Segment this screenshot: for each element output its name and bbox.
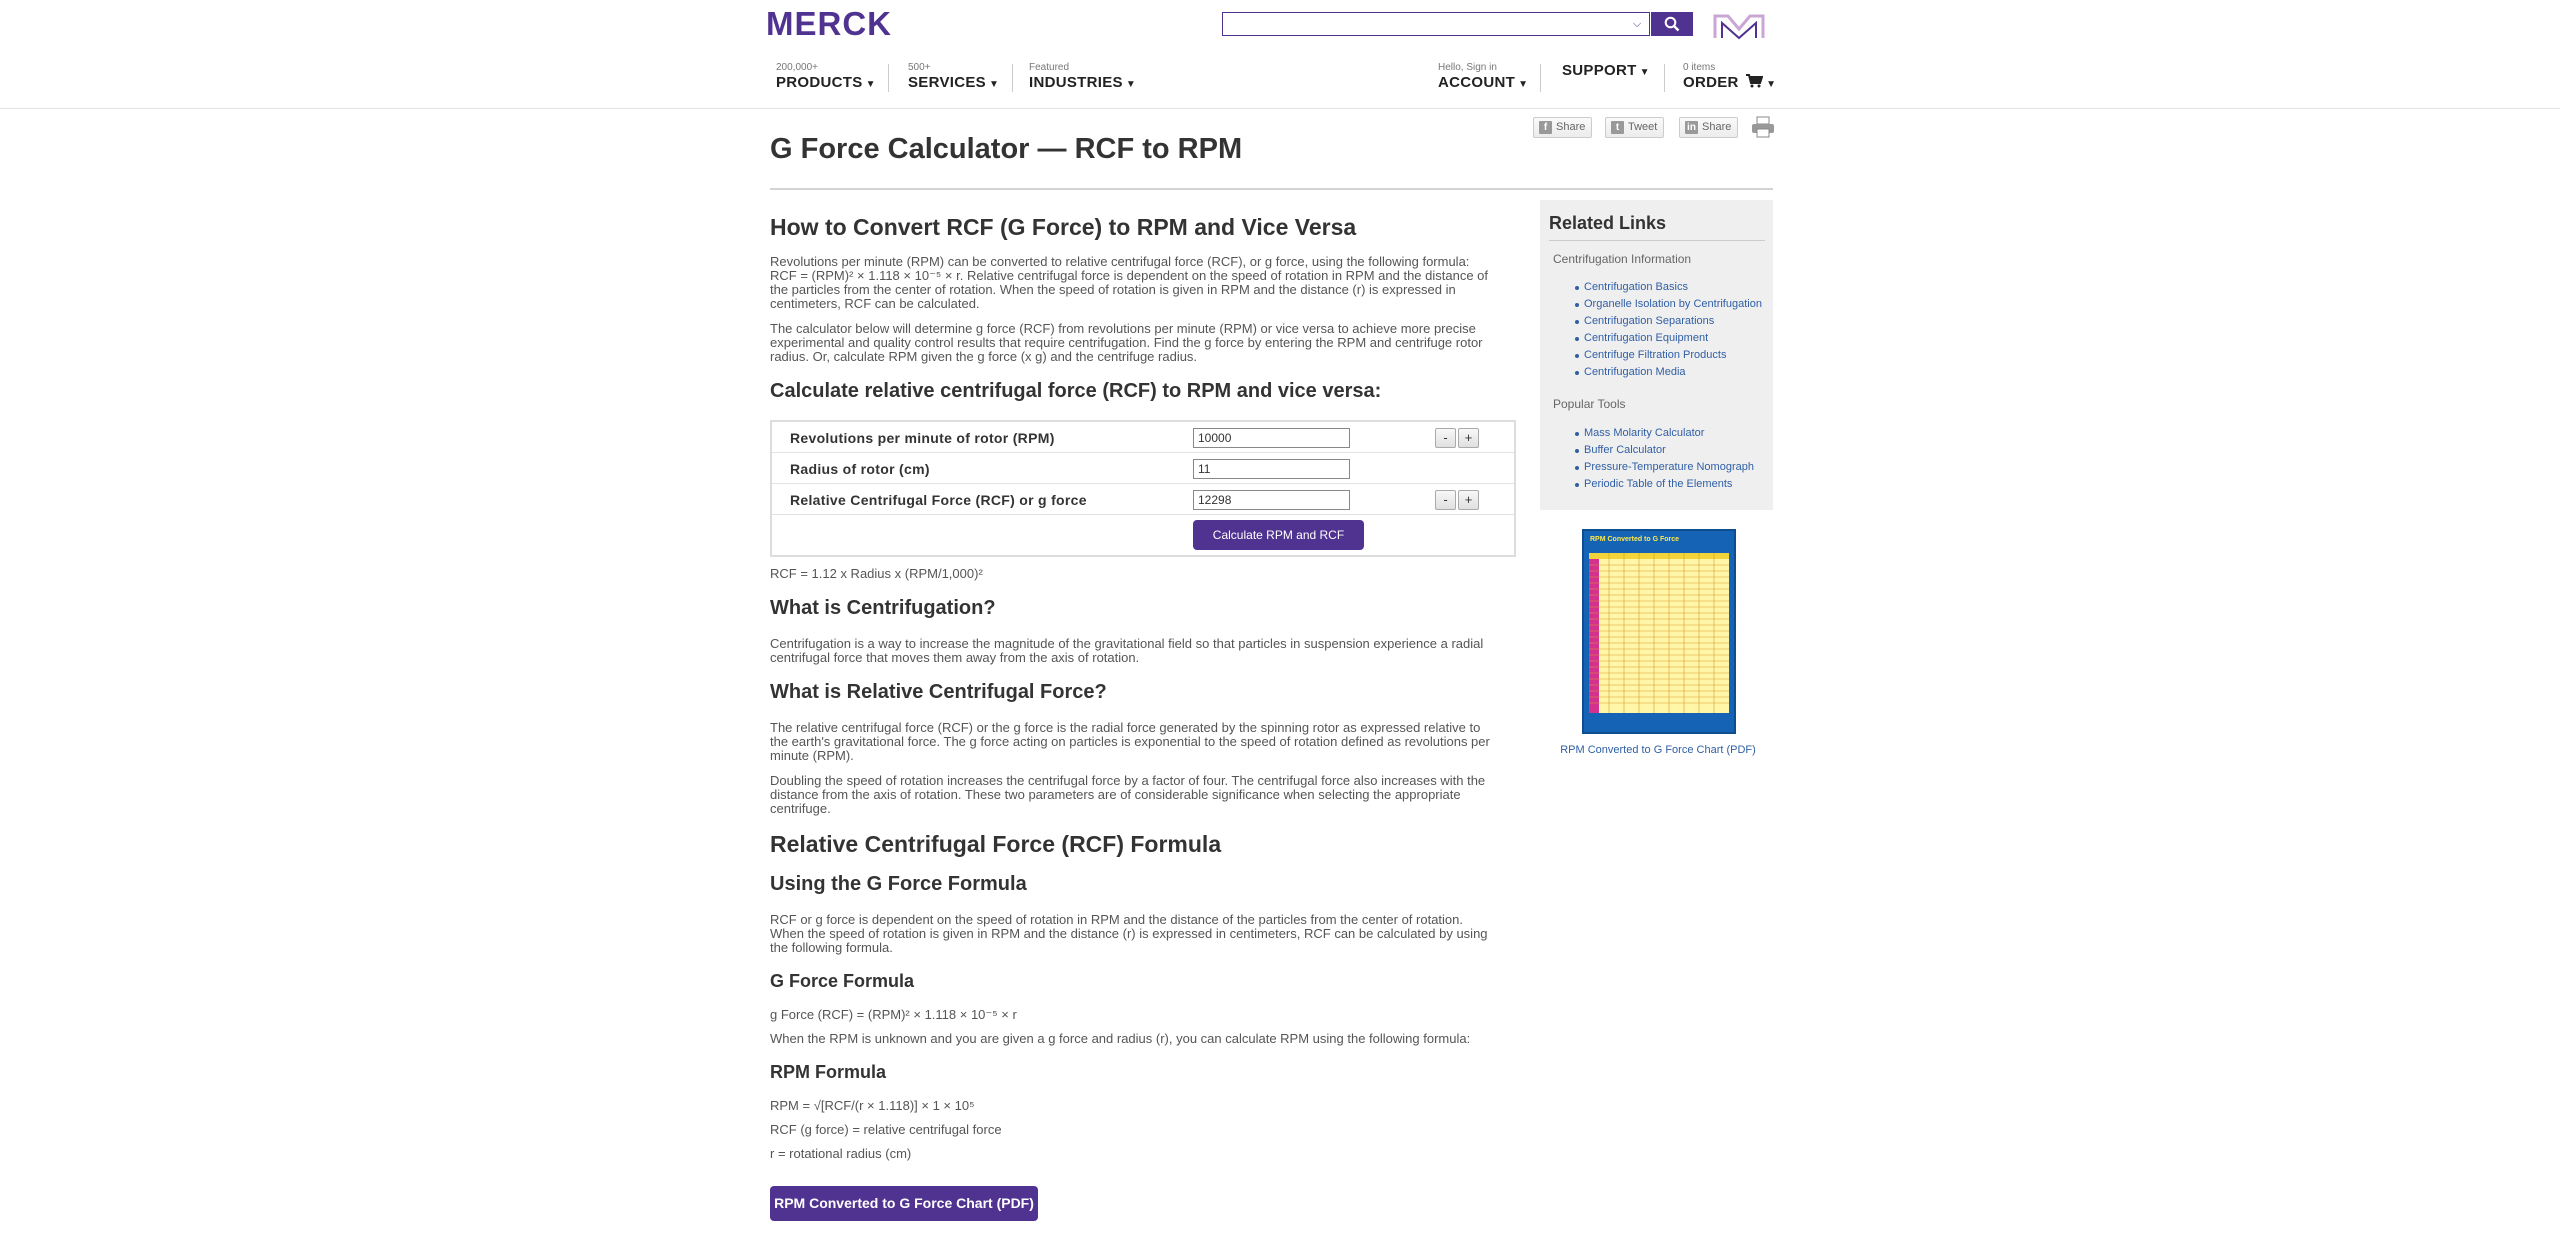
heading-rcf: What is Relative Centrifugal Force? (770, 681, 1107, 703)
sidebar-link[interactable]: Periodic Table of the Elements (1584, 478, 1733, 490)
sidebar-link[interactable]: Centrifugation Equipment (1584, 332, 1709, 344)
merck-logo[interactable] (766, 8, 926, 38)
chevron-down-icon: ▼ (989, 79, 1000, 90)
text-line: minute (RPM). (770, 748, 854, 763)
text-line: When the speed of rotation is given in RPM and the distance (r) is expressed in centimeters, RCF can be calculated by using (770, 926, 1488, 941)
title-divider (770, 188, 1773, 190)
text-line: the particles from the center of rotation. When the speed of rotation is given in RPM and the distance (r) is expressed in (770, 282, 1456, 297)
heading-formula: Relative Centrifugal Force (RCF) Formula (770, 831, 1222, 857)
sidebar-group-centrifugation: Centrifugation Information (1553, 252, 1692, 266)
gforce-formula: g Force (RCF) = (RPM)² × 1.118 × 10⁻⁵ × r (770, 1007, 1017, 1022)
nav-order-label: ORDER ▼ (1683, 74, 1777, 91)
rcf-label: Relative Centrifugal Force (RCF) or g force (790, 492, 1087, 508)
intro-paragraph-1 (770, 255, 1516, 311)
rcf-decrement-button[interactable]: - (1435, 490, 1456, 510)
heading-convert: How to Convert RCF (G Force) to RPM and Vice Versa (770, 214, 1357, 240)
rpm-chart-thumbnail[interactable] (1582, 529, 1736, 734)
text-line: Doubling the speed of rotation increases the centrifugal force by a factor of four. The centrifugal force also increases with the (770, 773, 1486, 788)
calc-row-rcf (772, 484, 1514, 515)
linkedin-share-button[interactable] (1679, 117, 1738, 138)
chart-thumbnail-caption[interactable]: RPM Converted to G Force Chart (PDF) (1560, 744, 1756, 756)
linkedin-icon: in (1685, 121, 1698, 134)
heading-centrifugation: What is Centrifugation? (770, 597, 996, 619)
site-header (0, 0, 2560, 109)
heading-gforce-formula: G Force Formula (770, 971, 915, 991)
search-icon (1664, 16, 1680, 32)
calc-row-radius (772, 453, 1514, 484)
rpm-unknown-text: When the RPM is unknown and you are given a g force and radius (r), you can calculate RPM using the following formula: (770, 1031, 1471, 1046)
rcf-paragraph-2 (770, 774, 1516, 816)
nav-products-count: 200,000+ (776, 62, 818, 73)
facebook-icon: f (1539, 121, 1552, 134)
nav-services-count: 500+ (908, 62, 931, 73)
nav-products[interactable] (776, 62, 876, 94)
sidebar-divider (1549, 240, 1765, 241)
nav-account-label: ACCOUNT ▼ (1438, 74, 1529, 91)
twitter-share-label: Tweet (1628, 121, 1658, 133)
sidebar-link[interactable]: Pressure-Temperature Nomograph (1584, 461, 1754, 473)
pdf-chart-button[interactable]: RPM Converted to G Force Chart (PDF) (770, 1186, 1038, 1221)
nav-divider (1664, 64, 1665, 92)
rcf-calculator (770, 420, 1516, 557)
rcf-paragraph-1 (770, 721, 1516, 763)
text-line: experimental and quality control results that require centrifugation. Find the g force by entering the RPM and centrifuge rotor (770, 335, 1483, 350)
nav-order-count: 0 items (1683, 62, 1716, 73)
heading-calculate: Calculate relative centrifugal force (RCF) to RPM and vice versa: (770, 380, 1382, 402)
heading-rpm-formula: RPM Formula (770, 1062, 887, 1082)
related-links-sidebar (1540, 200, 1773, 510)
nav-industries[interactable] (1029, 62, 1136, 94)
twitter-share-button[interactable] (1605, 117, 1664, 138)
text-line: centimeters, RCF can be calculated. (770, 296, 980, 311)
nav-account[interactable] (1438, 62, 1528, 94)
nav-industries-featured: Featured (1029, 62, 1070, 73)
heading-using-formula: Using the G Force Formula (770, 873, 1027, 895)
text-line: radius. Or, calculate RPM given the g force (x g) and the centrifuge radius. (770, 349, 1198, 364)
sidebar-link[interactable]: Centrifugation Separations (1584, 315, 1715, 327)
intro-paragraph-2 (770, 322, 1516, 364)
search-scope-chevron-icon[interactable]: ⌵ (1632, 18, 1642, 30)
text-line: Centrifugation is a way to increase the magnitude of the gravitational field so that particles in suspension experience a radial (770, 636, 1484, 651)
text-line: The calculator below will determine g force (RCF) from revolutions per minute (RPM) or vice versa to achieve more precise (770, 321, 1476, 336)
text-line: centrifugal force that moves them away from the axis of rotation. (770, 650, 1140, 665)
centrifugation-paragraph (770, 637, 1516, 665)
text-line: Revolutions per minute (RPM) can be converted to relative centrifugal force (RCF), or g force, using the following formula: (770, 254, 1470, 269)
sidebar-link[interactable]: Mass Molarity Calculator (1584, 427, 1705, 439)
sidebar-link[interactable]: Centrifuge Filtration Products (1584, 349, 1727, 361)
calc-formula: RCF = 1.12 x Radius x (RPM/1,000)² (770, 566, 983, 581)
cart-icon (1746, 74, 1763, 88)
rpm-formula: RPM = √[RCF/(r × 1.118)] × 1 × 10⁵ (770, 1098, 975, 1113)
chevron-down-icon: ▼ (1639, 67, 1650, 78)
sidebar-group-tools: Popular Tools (1553, 397, 1626, 411)
chevron-down-icon: ▼ (865, 79, 876, 90)
sidebar-link[interactable]: Buffer Calculator (1584, 444, 1666, 456)
page-title: G Force Calculator — RCF to RPM (770, 133, 1243, 165)
rcf-increment-button[interactable]: + (1458, 490, 1479, 510)
chart-grid-image (1584, 551, 1734, 721)
facebook-share-button[interactable] (1533, 117, 1592, 138)
sidebar-title: Related Links (1549, 213, 1667, 233)
nav-divider (1012, 64, 1013, 92)
text-line: RCF = (RPM)² × 1.118 × 10⁻⁵ × r. Relative centrifugal force is dependent on the speed of rotation in RPM and the distance of (770, 268, 1489, 283)
text-line: distance from the axis of rotation. These two parameters are of considerable significance when selecting the appropriate (770, 787, 1461, 802)
svg-text:MERCK: MERCK (766, 8, 892, 38)
rcf-input[interactable] (1193, 490, 1350, 510)
text-line: RCF or g force is dependent on the speed of rotation in RPM and the distance of the particles from the center of rotation. (770, 912, 1463, 927)
merck-m-icon[interactable] (1712, 11, 1766, 41)
text-line: the following formula. (770, 940, 893, 955)
text-line: The relative centrifugal force (RCF) or the g force is the radial force generated by the spinning rotor as expressed relative to (770, 720, 1481, 735)
nav-support[interactable] (1562, 62, 1650, 82)
chevron-down-icon: ▼ (1518, 79, 1529, 90)
rpm-input[interactable] (1193, 428, 1350, 448)
nav-support-label: SUPPORT ▼ (1562, 62, 1650, 79)
nav-services[interactable] (908, 62, 999, 94)
facebook-share-label: Share (1556, 121, 1586, 133)
print-icon[interactable] (1751, 116, 1775, 138)
rpm-increment-button[interactable]: + (1458, 428, 1479, 448)
thumbnail-title: RPM Converted to G Force (1590, 536, 1680, 543)
twitter-icon: t (1611, 121, 1624, 134)
nav-services-label: SERVICES ▼ (908, 74, 1000, 91)
chevron-down-icon: ▼ (1766, 79, 1777, 90)
sidebar-link[interactable]: Centrifugation Media (1584, 366, 1686, 378)
search-input[interactable] (1223, 13, 1623, 35)
definition-rcf: RCF (g force) = relative centrifugal force (770, 1122, 1002, 1137)
sidebar-link[interactable]: Centrifugation Basics (1584, 281, 1688, 293)
calculate-button[interactable]: Calculate RPM and RCF (1193, 520, 1364, 550)
nav-industries-label: INDUSTRIES ▼ (1029, 74, 1137, 91)
search-button[interactable] (1651, 12, 1693, 36)
radius-input[interactable] (1193, 459, 1350, 479)
nav-divider (1540, 64, 1541, 92)
using-formula-paragraph (770, 913, 1516, 955)
nav-divider (888, 64, 889, 92)
linkedin-share-label: Share (1702, 121, 1732, 133)
nav-order[interactable] (1683, 62, 1776, 94)
chevron-down-icon: ▼ (1125, 79, 1137, 90)
search-box (1222, 12, 1650, 36)
text-line: the earth's gravitational force. The g force acting on particles is exponential to the speed of rotation defined as revolutions per (770, 734, 1490, 749)
definition-r: r = rotational radius (cm) (770, 1146, 912, 1161)
nav-products-label: PRODUCTS ▼ (776, 74, 876, 91)
radius-label: Radius of rotor (cm) (790, 461, 930, 477)
nav-account-greeting: Hello, Sign in (1438, 62, 1497, 73)
text-line: centrifuge. (770, 801, 831, 816)
sidebar-link[interactable]: Organelle Isolation by Centrifugation (1584, 298, 1762, 310)
rpm-label: Revolutions per minute of rotor (RPM) (790, 430, 1055, 446)
calc-row-rpm (772, 422, 1514, 453)
rpm-decrement-button[interactable]: - (1435, 428, 1456, 448)
